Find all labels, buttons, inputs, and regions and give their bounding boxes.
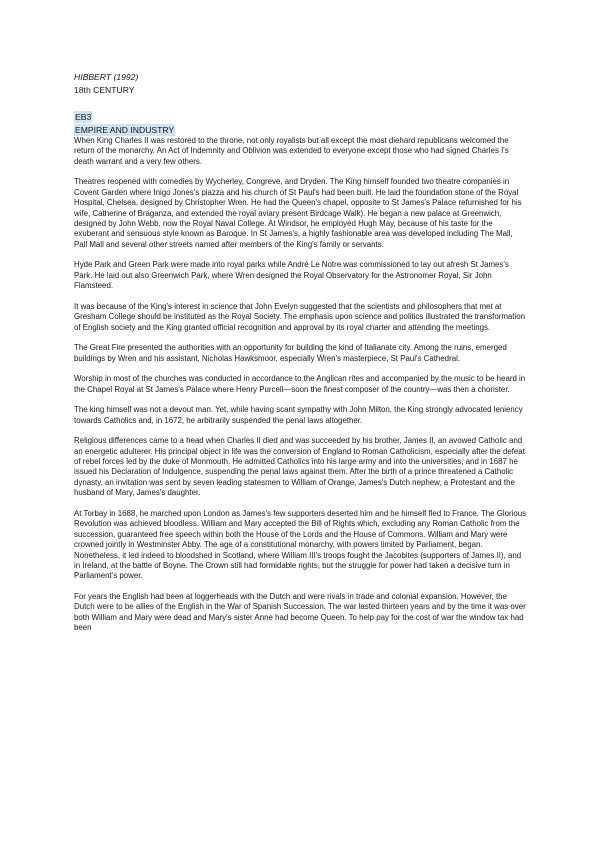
paragraph: Worship in most of the churches was conducted in accordance to the Anglican rites and accompanied by the music to be heard in the Chapel Royal at St James's Palace where Henry Purcell—soon the finest composer of the country—was then a chorister. <box>74 374 526 394</box>
paragraph: The Great Fire presented the authorities with an opportunity for building the kind of Italianate city. Among the ruins, emerged buildings by Wren and his assistant, Nicholas Hawksmoor, especially Wren's masterpiece, St Paul's Cathedral. <box>74 343 507 363</box>
paragraph: Theatres reopened with comedies by Wycherley, Congreve, and Dryden. The King himself founded two theatre companies in Covent Garden where Inigo Jones's piazza and his church of St Paul's had been built. He laid the foundation stone of the Royal Hospital, Chelsea, designed by Christopher Wren. He had the Queen's chapel, opposite to St James's Palace refurnished for his wife, Catherine of Braganza, and extended the royal aviary present Birdcage Walk). He began a new palace at Greenwich, designed by John Webb, now the Royal Naval College. At Windsor, he employed Hugh May, because of his taste for the exuberant and sensuous style known as Baroque. In St James's, a highly fashionable area was developed including The Mall, Pall Mall and several other streets named after members of the King's family or servants. <box>74 177 522 249</box>
paragraph: When King Charles II was restored to the throne, not only royalists but all except the most diehard republicans welcomed the return of the monarchy. An Act of Indemnity and Oblivion was extended to everyone except those who had signed Charles I's death warrant and a very few others. <box>74 136 509 166</box>
source-citation: HIBBERT (1992) <box>74 72 139 82</box>
paragraph: At Torbay in 1688, he marched upon London as James's few supporters deserted him and he himself fled to France. The Glorious Revolution was achieved bloodless. William and Mary accepted the Bill of Rights which, excluding any Roman Catholic from the succession, guaranteed free speech within both the House of the Lords and the House of Commons. William and Mary were crowned jointly in Westminster Abby. The age of a constitutional monarchy, with powers limited by Parliament, began. Nonetheless, it led indeed to bloodshed in Scotland, where William III's troops fought the Jacobites (supporters of James II), and in Ireland, at the battle of Boyne. The Crown still had formidable rights, but the struggle for power had taken a decisive turn in Parliament's power. <box>74 508 527 581</box>
paragraph: For years the English had been at loggerheads with the Dutch and were rivals in trade and colonial expansion. However, the Dutch were to be allies of the English in the War of Spanish Succession. The war lasted thirteen years and by the time it was over both William and Mary were dead and Mary's sister Anne had become Queen. To help pay for the cost of war the window tax had been <box>74 591 526 633</box>
century-label: 18th CENTURY <box>74 85 135 95</box>
section-code: EB3 <box>75 112 92 122</box>
paragraph: Religious differences came to a head when Charles II died and was succeeded by his brother, James II, an avowed Catholic and an energetic adulterer. His principal object in life was the conversion of England to Roman Catholicism, especially after the defeat of rebel forces led by the duke of Monmouth. He admitted Catholics into his large army and into the universities, and in 1687 he issued his Declaration of Indulgence, suspending the penal laws against them. After the birth of a prince threatened a Catholic dynasty, an invitation was sent by seven leading statesmen to William of Orange, James's Dutch nephew, a Protestant and the husband of Mary, James's daughter. <box>74 436 525 498</box>
paragraph: The king himself was not a devout man. Yet, while having scant sympathy with John Milton, the King strongly advocated leniency towards Catholics and, in 1672, he arbitrarily suspended the penal laws altogether. <box>74 405 523 425</box>
paragraph: Hyde Park and Green Park were made into royal parks while André Le Notre was commissioned to lay out afresh St James's Park. He laid out also Greenwich Park, where Wren designed the Royal Observatory for the Astronomer Royal, Sir John Flamsteed. <box>74 260 509 291</box>
paragraph: It was because of the King's interest in science that John Evelyn suggested that the scientists and philosophers that met at Gresham College should be instituted as the Royal Society. The emphasis upon science and politics illustrated the transformation of English society and the King granted official recognition and approval by its royal charter and attending the meetings. <box>74 301 526 332</box>
section-title: EMPIRE AND INDUSTRY <box>75 125 175 135</box>
